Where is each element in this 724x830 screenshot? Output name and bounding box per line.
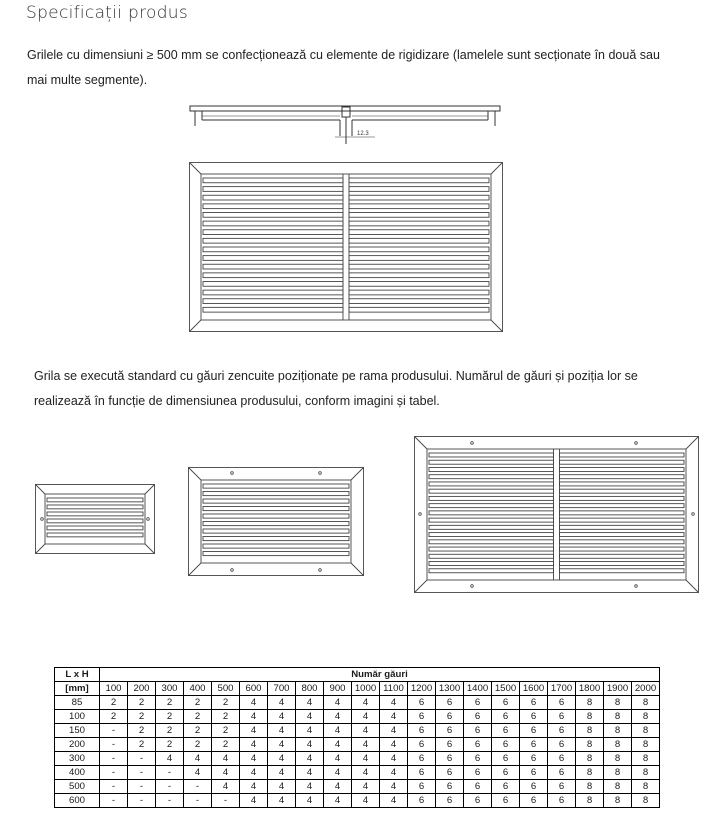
width-header-1600: 1600 (520, 682, 548, 696)
table-row (55, 780, 660, 794)
table-row (55, 752, 660, 766)
holes-cell: 4 (240, 794, 268, 808)
holes-cell: 6 (408, 710, 436, 724)
holes-cell: 8 (604, 794, 632, 808)
holes-cell: 4 (268, 696, 296, 710)
holes-cell: 8 (632, 724, 660, 738)
holes-cell: 6 (464, 696, 492, 710)
holes-cell: 2 (184, 696, 212, 710)
holes-cell: 4 (324, 696, 352, 710)
mounting-hole (319, 472, 322, 475)
holes-table (54, 667, 660, 808)
holes-cell: 6 (520, 752, 548, 766)
holes-cell: 6 (464, 724, 492, 738)
height-label: 85 (55, 696, 100, 710)
holes-cell: 8 (632, 780, 660, 794)
holes-cell: - (184, 794, 212, 808)
holes-cell: 2 (100, 696, 128, 710)
mounting-hole (635, 442, 638, 445)
rigidizare-paragraph: Grilele cu dimensiuni ≥ 500 mm se confecționează cu elemente de rigidizare (lamelele sunt secționate în două sau mai multe segmente). (27, 48, 660, 87)
holes-cell: 4 (296, 794, 324, 808)
height-label: 300 (55, 752, 100, 766)
holes-paragraph: Grila se execută standard cu găuri zencuite poziționate pe rama produsului. Numărul de găuri și poziția lor se realizează în funcție de dimensiunea produsului, conform imagini și tabel. (34, 369, 638, 408)
holes-cell: 2 (156, 724, 184, 738)
holes-cell: 6 (408, 738, 436, 752)
grille-front-view-drawing (189, 162, 503, 332)
holes-cell: 6 (436, 696, 464, 710)
holes-cell: 4 (324, 738, 352, 752)
holes-cell: 8 (632, 738, 660, 752)
holes-cell: 4 (324, 766, 352, 780)
mounting-hole (319, 569, 322, 572)
width-header-1200: 1200 (408, 682, 436, 696)
width-header-1300: 1300 (436, 682, 464, 696)
table-row (55, 724, 660, 738)
holes-cell: 4 (296, 752, 324, 766)
holes-cell: 6 (492, 752, 520, 766)
grille-medium-drawing (188, 467, 364, 576)
holes-cell: - (100, 752, 128, 766)
holes-cell: 6 (492, 724, 520, 738)
holes-cell: 4 (268, 752, 296, 766)
holes-cell: 2 (156, 738, 184, 752)
height-label: 500 (55, 780, 100, 794)
width-header-2000: 2000 (632, 682, 660, 696)
height-label: 200 (55, 738, 100, 752)
holes-cell: 4 (184, 766, 212, 780)
holes-cell: 4 (324, 794, 352, 808)
holes-cell: 6 (520, 696, 548, 710)
holes-cell: 4 (296, 696, 324, 710)
holes-cell: 6 (436, 780, 464, 794)
holes-cell: 2 (212, 710, 240, 724)
holes-cell: - (100, 738, 128, 752)
holes-cell: 4 (268, 710, 296, 724)
holes-cell: 8 (576, 696, 604, 710)
holes-cell: 4 (380, 710, 408, 724)
height-label: 400 (55, 766, 100, 780)
mounting-hole (471, 585, 474, 588)
holes-cell: 6 (464, 780, 492, 794)
holes-cell: 6 (520, 794, 548, 808)
holes-cell: 6 (408, 752, 436, 766)
holes-cell: 6 (436, 724, 464, 738)
lxh-header: L x H (55, 668, 100, 682)
grille-large-drawing (414, 436, 699, 593)
holes-cell: 4 (380, 766, 408, 780)
holes-cell: 6 (492, 794, 520, 808)
mounting-hole (635, 585, 638, 588)
holes-cell: 6 (548, 710, 576, 724)
holes-cell: 4 (324, 724, 352, 738)
holes-cell: 6 (492, 766, 520, 780)
holes-cell: 6 (520, 780, 548, 794)
width-header-100: 100 (100, 682, 128, 696)
holes-cell: - (128, 752, 156, 766)
holes-cell: 4 (240, 696, 268, 710)
table-row (55, 710, 660, 724)
holes-cell: 4 (352, 710, 380, 724)
holes-cell: 4 (352, 780, 380, 794)
height-label: 150 (55, 724, 100, 738)
holes-cell: 8 (632, 766, 660, 780)
holes-cell: 4 (268, 794, 296, 808)
holes-cell: 6 (436, 794, 464, 808)
holes-cell: 6 (548, 780, 576, 794)
holes-cell: 2 (212, 738, 240, 752)
holes-cell: 4 (380, 780, 408, 794)
mounting-hole (692, 513, 695, 516)
holes-cell: 2 (212, 696, 240, 710)
holes-cell: 8 (632, 710, 660, 724)
holes-cell: 4 (212, 752, 240, 766)
holes-cell: 4 (156, 752, 184, 766)
width-header-500: 500 (212, 682, 240, 696)
holes-cell: 8 (604, 738, 632, 752)
holes-cell: 2 (128, 738, 156, 752)
holes-cell: - (100, 794, 128, 808)
holes-cell: 4 (184, 752, 212, 766)
mounting-hole (471, 442, 474, 445)
mounting-hole (419, 513, 422, 516)
holes-cell: 6 (436, 738, 464, 752)
holes-cell: 6 (436, 766, 464, 780)
width-header-1400: 1400 (464, 682, 492, 696)
holes-cell: 4 (296, 766, 324, 780)
mounting-hole (41, 518, 44, 521)
holes-cell: 2 (100, 710, 128, 724)
holes-cell: 4 (296, 710, 324, 724)
holes-cell: 4 (212, 766, 240, 780)
holes-cell: 4 (352, 794, 380, 808)
holes-cell: 4 (352, 724, 380, 738)
holes-cell: 4 (324, 752, 352, 766)
holes-cell: 6 (492, 738, 520, 752)
holes-cell: 6 (492, 780, 520, 794)
width-header-1700: 1700 (548, 682, 576, 696)
holes-cell: 4 (296, 724, 324, 738)
holes-cell: 6 (492, 696, 520, 710)
holes-cell: 4 (240, 780, 268, 794)
width-header-1000: 1000 (352, 682, 380, 696)
table-row (55, 794, 660, 808)
holes-cell: 4 (296, 738, 324, 752)
holes-cell: 8 (576, 752, 604, 766)
holes-cell: - (156, 766, 184, 780)
holes-cell: 8 (632, 752, 660, 766)
holes-cell: 8 (604, 724, 632, 738)
holes-cell: 8 (604, 696, 632, 710)
width-header-700: 700 (268, 682, 296, 696)
holes-cell: 4 (296, 780, 324, 794)
width-header-800: 800 (296, 682, 324, 696)
width-header-600: 600 (240, 682, 268, 696)
holes-cell: 4 (240, 752, 268, 766)
width-header-300: 300 (156, 682, 184, 696)
holes-cell: 8 (604, 710, 632, 724)
holes-cell: 2 (184, 738, 212, 752)
holes-cell: - (100, 780, 128, 794)
holes-cell: 8 (604, 766, 632, 780)
width-header-1900: 1900 (604, 682, 632, 696)
holes-cell: 4 (352, 752, 380, 766)
holes-cell: 2 (156, 696, 184, 710)
holes-cell: 4 (324, 780, 352, 794)
holes-cell: 6 (464, 752, 492, 766)
holes-cell: 6 (408, 794, 436, 808)
holes-cell: 6 (408, 724, 436, 738)
holes-cell: 8 (576, 710, 604, 724)
holes-cell: 8 (576, 780, 604, 794)
holes-cell: 2 (184, 724, 212, 738)
holes-cell: 2 (184, 710, 212, 724)
holes-cell: 6 (408, 696, 436, 710)
holes-cell: - (212, 794, 240, 808)
holes-cell: 4 (268, 766, 296, 780)
holes-cell: 6 (520, 724, 548, 738)
table-row (55, 766, 660, 780)
holes-cell: 6 (520, 738, 548, 752)
width-header-row (55, 682, 660, 696)
holes-cell: 8 (576, 738, 604, 752)
holes-cell: 6 (408, 766, 436, 780)
unit-header: [mm] (55, 682, 100, 696)
page-title: Specificații produs (26, 3, 189, 23)
holes-cell: 6 (548, 752, 576, 766)
holes-cell: 4 (212, 780, 240, 794)
holes-cell: 4 (380, 794, 408, 808)
holes-cell: 4 (240, 710, 268, 724)
holes-cell: 6 (548, 724, 576, 738)
grille-section-drawing (190, 106, 510, 151)
mounting-hole (231, 569, 234, 572)
holes-cell: 8 (576, 794, 604, 808)
width-header-900: 900 (324, 682, 352, 696)
holes-cell: 6 (436, 752, 464, 766)
width-header-1100: 1100 (380, 682, 408, 696)
holes-count-header: Număr găuri (100, 668, 660, 682)
holes-cell: 2 (128, 696, 156, 710)
table-row (55, 696, 660, 710)
holes-cell: 6 (548, 696, 576, 710)
section-dimension-label: 12.3 (357, 131, 369, 137)
holes-cell: - (184, 780, 212, 794)
mounting-hole (147, 518, 150, 521)
holes-cell: 6 (464, 738, 492, 752)
holes-cell: 2 (128, 724, 156, 738)
holes-cell: 6 (548, 794, 576, 808)
holes-cell: 4 (352, 696, 380, 710)
holes-cell: 6 (492, 710, 520, 724)
holes-cell: 4 (324, 710, 352, 724)
height-label: 600 (55, 794, 100, 808)
holes-cell: 4 (380, 724, 408, 738)
holes-cell: 6 (520, 710, 548, 724)
table-row (55, 738, 660, 752)
holes-cell: 8 (576, 724, 604, 738)
holes-cell: 6 (408, 780, 436, 794)
width-header-1800: 1800 (576, 682, 604, 696)
holes-cell: 8 (576, 766, 604, 780)
holes-cell: 2 (212, 724, 240, 738)
holes-cell: 4 (240, 766, 268, 780)
grille-small-drawing (35, 484, 155, 554)
holes-cell: 6 (548, 766, 576, 780)
holes-cell: 4 (240, 724, 268, 738)
holes-cell: - (128, 794, 156, 808)
holes-cell: 8 (632, 696, 660, 710)
holes-cell: 6 (464, 766, 492, 780)
holes-cell: 2 (128, 710, 156, 724)
holes-cell: - (128, 766, 156, 780)
holes-cell: 8 (604, 752, 632, 766)
holes-cell: 6 (520, 766, 548, 780)
holes-cell: - (100, 724, 128, 738)
holes-cell: 4 (380, 696, 408, 710)
holes-cell: 4 (352, 766, 380, 780)
holes-cell: 4 (268, 780, 296, 794)
holes-cell: - (100, 766, 128, 780)
holes-cell: 4 (240, 738, 268, 752)
height-label: 100 (55, 710, 100, 724)
holes-cell: 2 (156, 710, 184, 724)
holes-cell: - (156, 780, 184, 794)
width-header-1500: 1500 (492, 682, 520, 696)
holes-cell: 4 (268, 724, 296, 738)
holes-cell: 4 (352, 738, 380, 752)
holes-cell: 8 (632, 794, 660, 808)
width-header-400: 400 (184, 682, 212, 696)
holes-cell: 4 (380, 738, 408, 752)
mounting-hole (231, 472, 234, 475)
holes-cell: 6 (464, 710, 492, 724)
holes-cell: 6 (436, 710, 464, 724)
holes-cell: - (156, 794, 184, 808)
holes-cell: 4 (268, 738, 296, 752)
holes-cell: 4 (380, 752, 408, 766)
holes-cell: - (128, 780, 156, 794)
holes-cell: 8 (604, 780, 632, 794)
width-header-200: 200 (128, 682, 156, 696)
holes-cell: 6 (548, 738, 576, 752)
holes-cell: 6 (464, 794, 492, 808)
